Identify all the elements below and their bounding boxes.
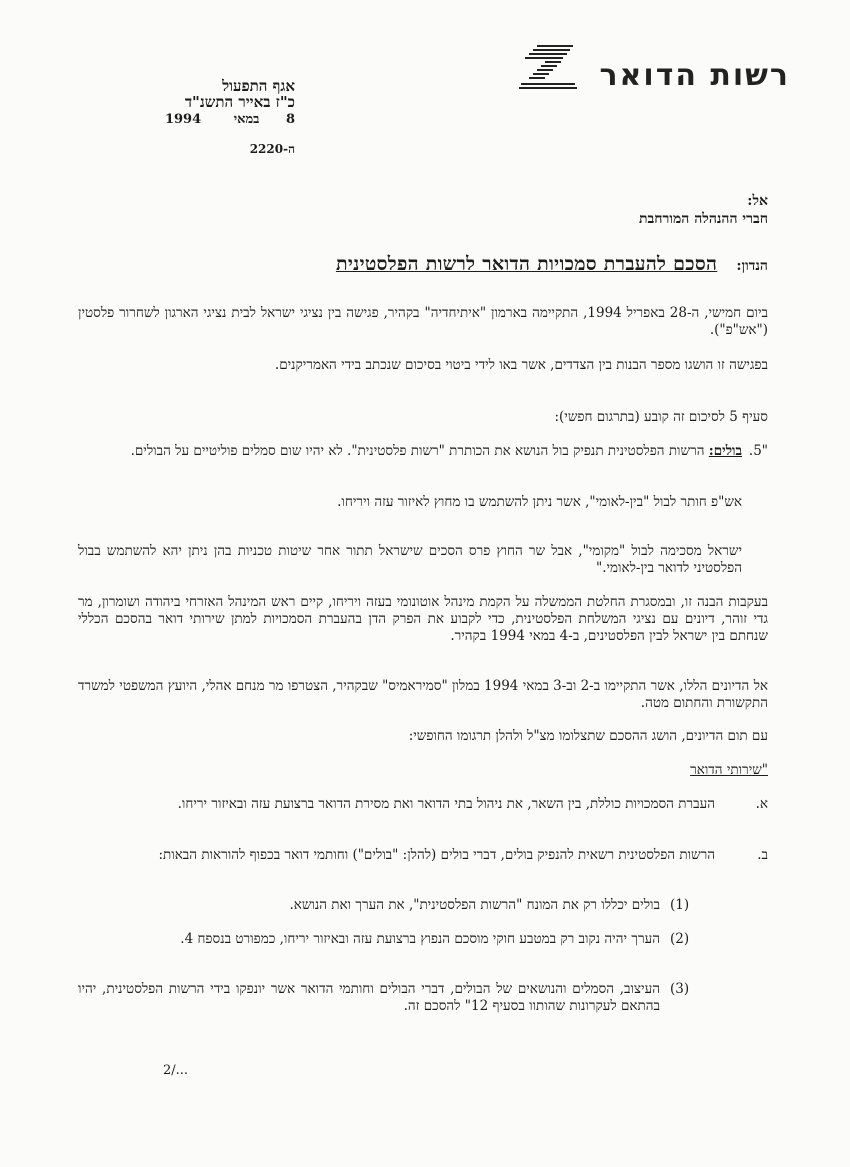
paragraph-negotiations: בעקבות הבנה זו, ובמסגרת החלטת הממשלה על הקמת מינהל אוטונומי בעזה ויריחו, קיים ראש המינהל האזרחי ביהודה ושומרון, מר גדי זוהר, דיונים עם נציגי המשלחת הפלסטינית, כדי לקבוע את הפרק הדן בהעברת הסמכויות למתן שירותי דואר בהסכם הכללי שנחתם בין ישראל לבין הפלסטינים, ב-4 במאי 1994 בקהיר. [78, 594, 768, 644]
sub-item-2-number: (2) [670, 931, 690, 947]
paragraph-understandings: בפגישה זו הושגו מספר הבנות בין הצדדים, אשר באו לידי ביטוי בסיכום שנכתב בידי האמריקנים. [274, 357, 768, 373]
sub-item-1-number: (1) [670, 897, 690, 913]
subject-line [68, 253, 768, 276]
item-b-letter: ב. [757, 847, 768, 863]
sub-item-2-text: הערך יהיה נקוב רק במטבע חוקי מוסכם הנפוץ ברצועת עזה ובאיזור יריחו, כמפורט בנספח 4. [180, 931, 660, 947]
quote-section-number: "5. [748, 443, 768, 459]
postal-services-heading: "שירותי הדואר [690, 762, 768, 778]
gregorian-date [115, 111, 295, 127]
date-month: במאי [233, 112, 260, 127]
recipient-name: חברי ההנהלה המורחבת [638, 211, 768, 227]
sub-item-3-number: (3) [670, 981, 690, 997]
subject-title: הסכם להעברת סמכויות הדואר לרשות הפלסטינית [335, 253, 718, 275]
department-name: אגף התפעול [222, 77, 295, 95]
paragraph-meeting: ביום חמישי, ה-28 באפריל 1994, התקיימה בארמון "איתיחדיה" בקהיר, פגישה בין נציגי ישראל לבית נציגי הארגון לשחרור פלסטין ("אש"פ"). [78, 305, 768, 338]
date-day: 8 [285, 112, 295, 127]
paragraph-cairo-talks: אל הדיונים הללו, אשר התקיימו ב-2 וב-3 במאי 1994 במלון "סמיראמיס" שבקהיר, הצטרפו מר מנחם אהלי, היועץ המשפטי למשרד התקשורת והחתום מטה. [78, 678, 768, 711]
date-year: 1994 [164, 112, 202, 127]
quote-stamps-issue [78, 443, 742, 460]
quote-israel-stamp: ישראל מסכימה לבול "מקומי", אבל שר החוץ פרס הסכים שישראל תתור אחר שיטות טכניות בהן ניתן יהא להשתמש בבול הפלסטיני לדואר בין-לאומי." [78, 543, 742, 576]
sub-item-3-text: העיצוב, הסמלים והנושאים של הבולים, דברי הבולים וחותמי הדואר אשר יונפקו בידי הרשות הפלסטינית, יהיו בהתאם לעקרונות שהותוו בסעיף 12" להסכם זה. [78, 981, 660, 1014]
quote-plo-stamp: אש"פ חותר לבול "בין-לאומי", אשר ניתן להשתמש בו מחוץ לאיזור עזה ויריחו. [337, 494, 742, 510]
sub-item-1-text: בולים יכללו רק את המונח "הרשות הפלסטינית", את הערך ואת הנושא. [289, 897, 660, 913]
post-horn-icon [515, 40, 585, 100]
paragraph-agreement-reached: עם תום הדיונים, הושג ההסכם שתצלומו מצ"ל ולהלן תרגומו החופשי: [408, 728, 768, 744]
hebrew-date: כ"ז באייר התשנ"ד [184, 93, 295, 111]
recipient-block [468, 192, 768, 228]
item-a-text: העברת הסמכויות כוללת, בין השאר, את ניהול בתי הדואר ואת מסירת הדואר ברצועת עזה ובאיזור יריחו. [177, 796, 715, 812]
recipient-label: אל: [747, 193, 768, 209]
item-b-text: הרשות הפלסטינית רשאית להנפיק בולים, דברי בולים (להלן: "בולים") וחותמי דואר בכפוף להוראות הבאות: [158, 847, 715, 863]
postal-authority-logo [515, 40, 790, 100]
page-continuation-marker: 2/... [163, 1063, 189, 1078]
item-a-letter: א. [755, 796, 768, 812]
reference-number: ה-2220 [249, 142, 295, 156]
quote-text-1: הרשות הפלסטינית תנפיק בול הנושא את הכותרת "רשות פלסטינית". לא יהיו שום סמלים פוליטיים על הבולים. [130, 443, 705, 459]
logo-text: רשות הדואר [599, 58, 790, 93]
paragraph-section5-intro: סעיף 5 לסיכום זה קובע (בתרגום חפשי): [554, 409, 768, 425]
quote-term: בולים: [708, 443, 742, 459]
subject-label: הנדון: [736, 258, 768, 274]
